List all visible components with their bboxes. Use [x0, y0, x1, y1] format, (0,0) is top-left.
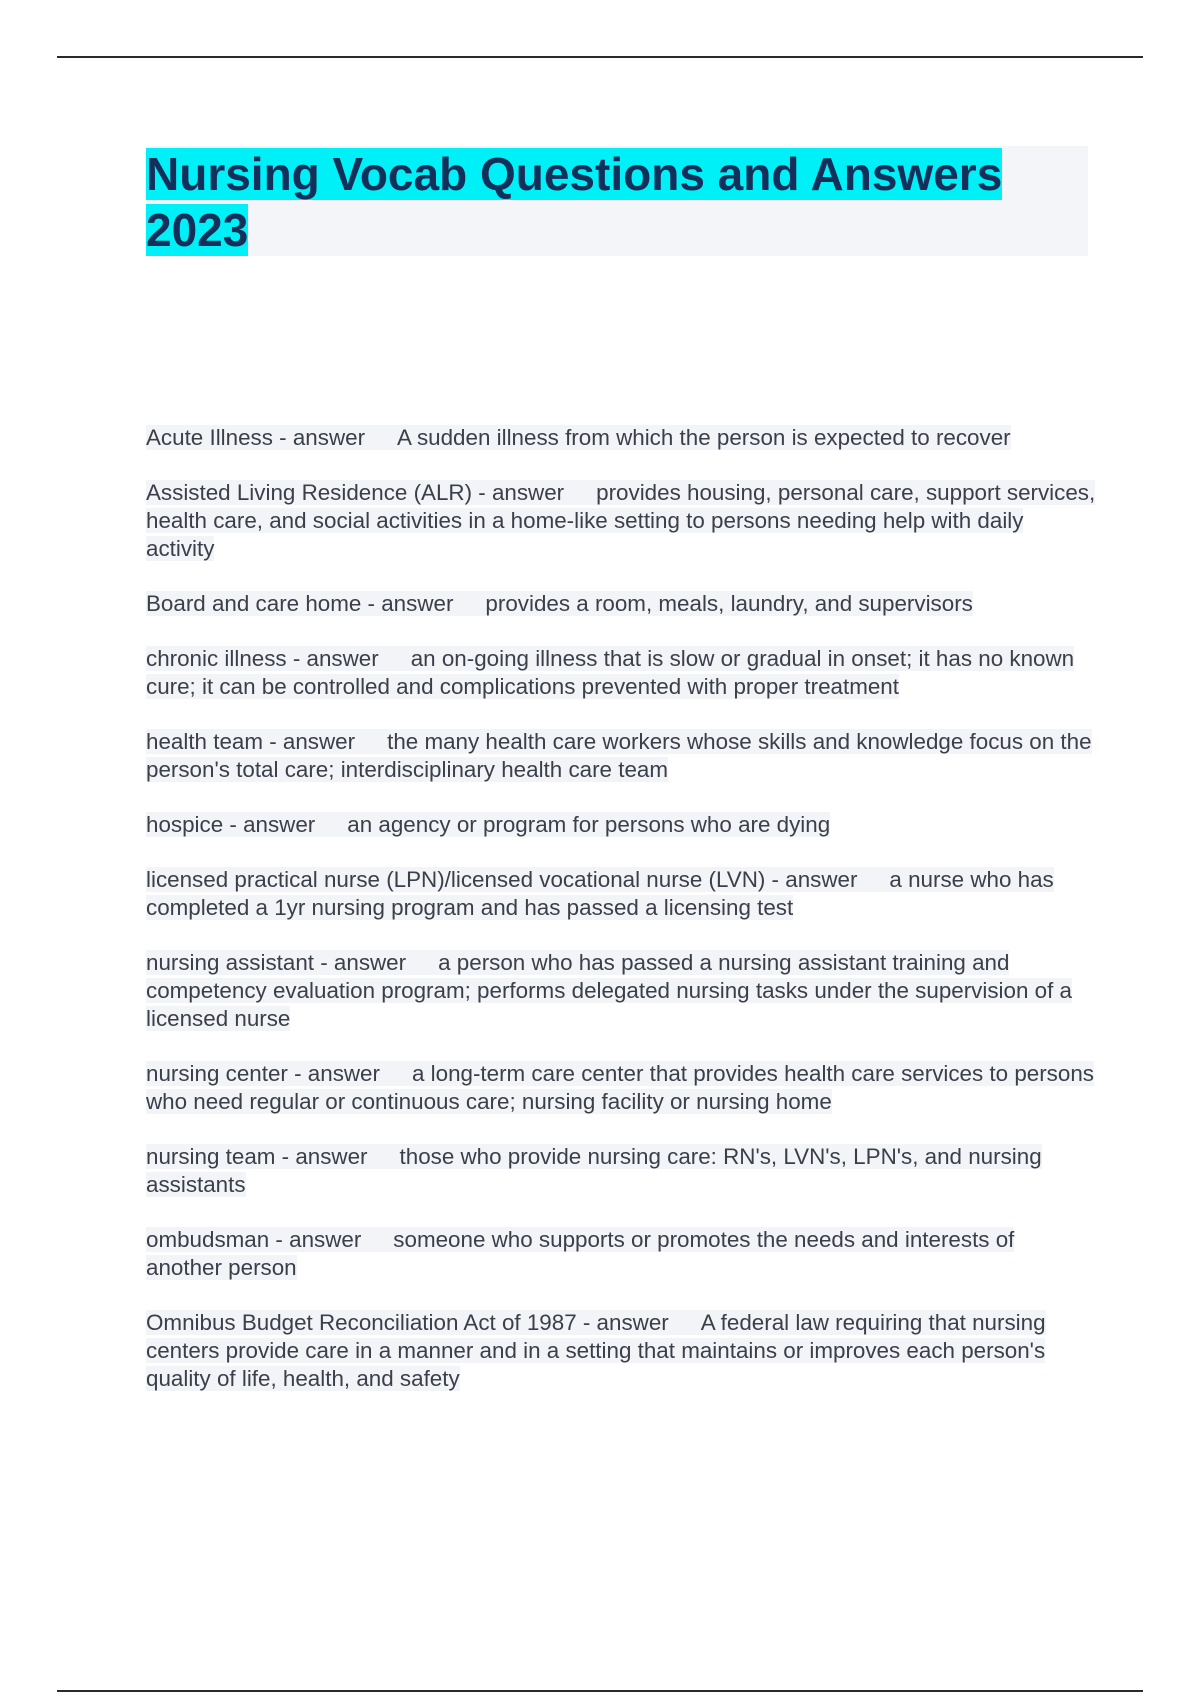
vocab-term: Acute Illness - answer	[146, 425, 366, 450]
vocab-entry	[146, 811, 1096, 839]
vocab-term: Omnibus Budget Reconciliation Act of 1987 - answer	[146, 1310, 669, 1335]
vocab-entry	[146, 590, 1096, 618]
vocab-definition: an on-going illness that is slow or gradual in onset; it has no known cure; it can be controlled and complications prevented with proper treatment	[146, 646, 1075, 699]
vocab-term: health team - answer	[146, 729, 356, 754]
vocab-term: ombudsman - answer	[146, 1227, 362, 1252]
vocab-definition: provides housing, personal care, support services, health care, and social activities in a home-like setting to persons needing help with daily activity	[146, 480, 1096, 561]
title-block	[146, 146, 1088, 256]
vocab-term: Board and care home - answer	[146, 591, 454, 616]
vocab-entry	[146, 1226, 1096, 1282]
vocab-entry	[146, 1060, 1096, 1116]
page-title	[146, 146, 1088, 258]
vocab-definition: the many health care workers whose skills and knowledge focus on the person's total care; interdisciplinary health care team	[146, 729, 1092, 782]
vocab-definition: an agency or program for persons who are dying	[347, 812, 831, 837]
bottom-rule	[57, 1690, 1143, 1692]
vocab-definition: a nurse who has completed a 1yr nursing program and has passed a licensing test	[146, 867, 1054, 920]
vocab-entry	[146, 645, 1096, 701]
vocab-definition: a person who has passed a nursing assistant training and competency evaluation program; performs delegated nursing tasks under the supervision of a licensed nurse	[146, 950, 1072, 1031]
vocab-term: nursing team - answer	[146, 1144, 368, 1169]
vocab-entry	[146, 949, 1096, 1033]
vocab-definition: those who provide nursing care: RN's, LVN's, LPN's, and nursing assistants	[146, 1144, 1042, 1197]
vocab-entry	[146, 1309, 1096, 1393]
vocab-entry	[146, 866, 1096, 922]
vocab-term: nursing assistant - answer	[146, 950, 407, 975]
title-line-1: Nursing Vocab Questions and Answers	[146, 148, 1003, 200]
vocab-entry	[146, 1143, 1096, 1199]
vocab-definition: A sudden illness from which the person is expected to recover	[397, 425, 1011, 450]
vocab-definition: provides a room, meals, laundry, and supervisors	[485, 591, 973, 616]
vocab-entry	[146, 424, 1096, 452]
vocab-term: chronic illness - answer	[146, 646, 379, 671]
vocab-definition: someone who supports or promotes the needs and interests of another person	[146, 1227, 1015, 1280]
vocab-definition: a long-term care center that provides health care services to persons who need regular or continuous care; nursing facility or nursing home	[146, 1061, 1094, 1114]
vocab-entry	[146, 479, 1096, 563]
title-line-2: 2023	[146, 204, 249, 256]
vocab-list	[146, 424, 1096, 1420]
vocab-term: Assisted Living Residence (ALR) - answer	[146, 480, 565, 505]
vocab-definition: A federal law requiring that nursing centers provide care in a manner and in a setting that maintains or improves each person's quality of life, health, and safety	[146, 1310, 1046, 1391]
top-rule	[57, 56, 1143, 58]
vocab-term: licensed practical nurse (LPN)/licensed vocational nurse (LVN) - answer	[146, 867, 858, 892]
vocab-term: hospice - answer	[146, 812, 316, 837]
vocab-term: nursing center - answer	[146, 1061, 380, 1086]
vocab-entry	[146, 728, 1096, 784]
